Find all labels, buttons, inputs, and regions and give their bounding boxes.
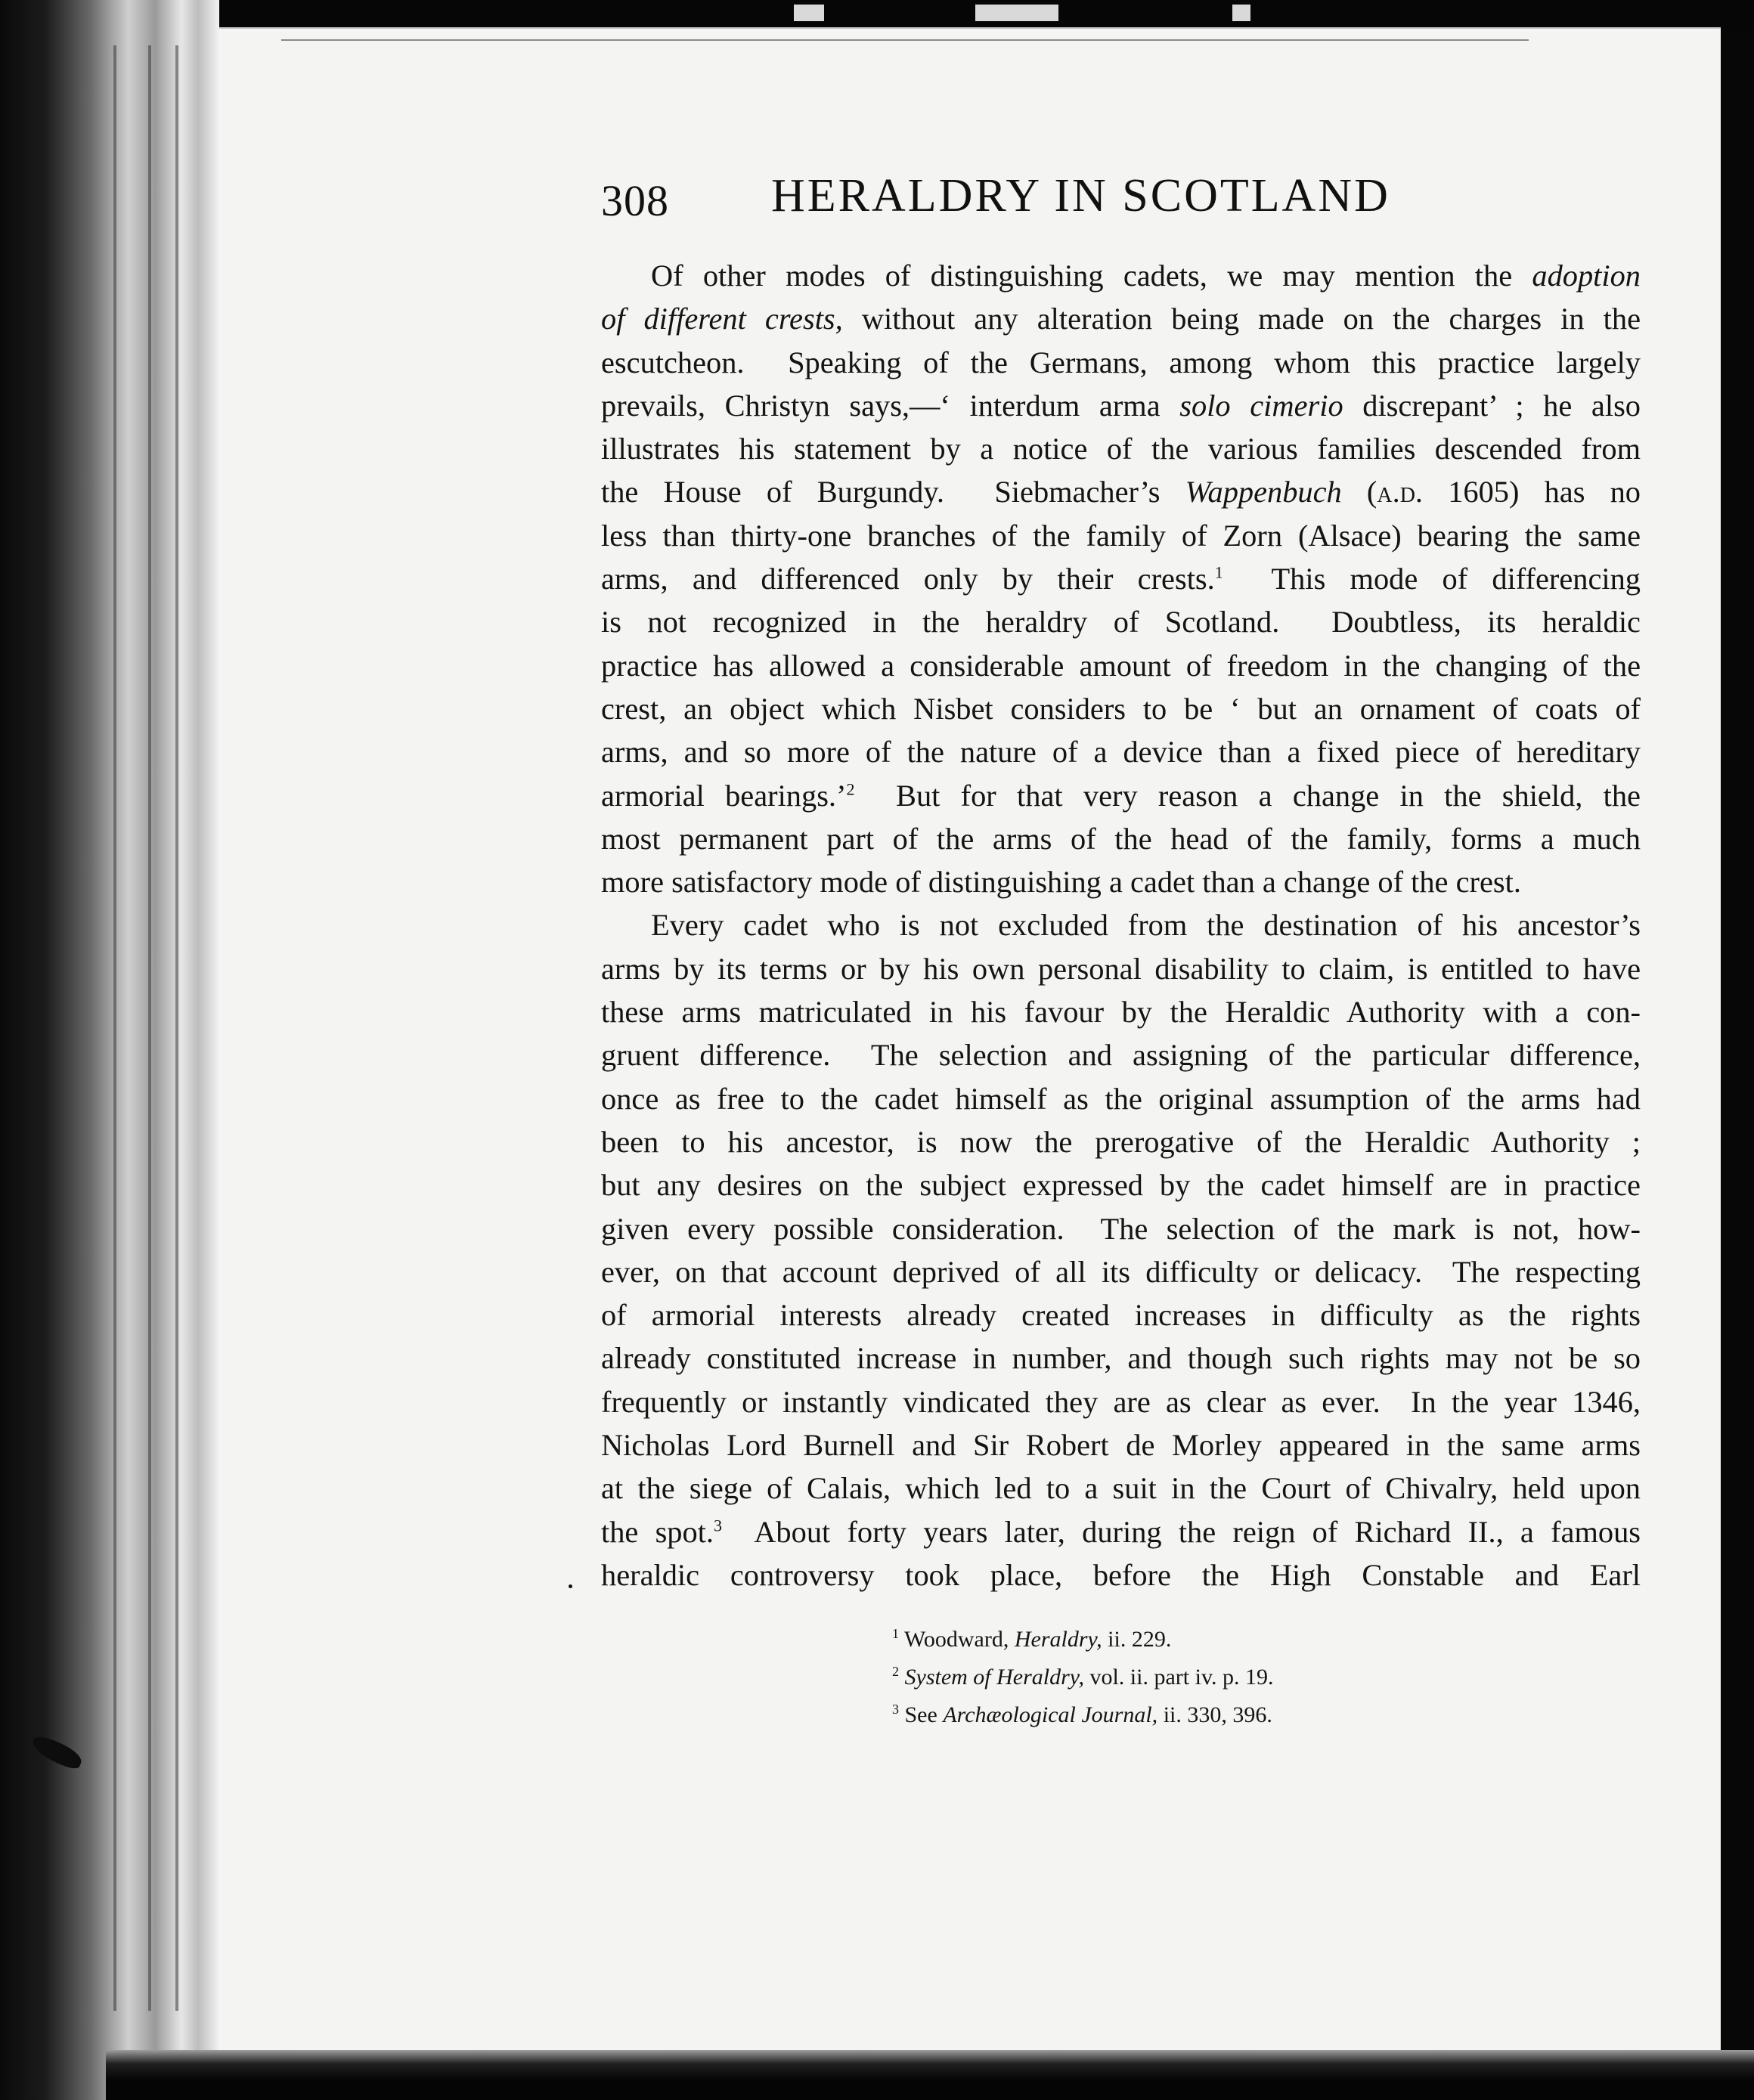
top-edge-mark xyxy=(794,5,824,21)
footnote-2: $^2$ System of Heraldry, vol. ii. part iv. p. 19. xyxy=(892,1664,1274,1690)
text-line: been to his ancestor, is now the prerogative of the Heraldic Authority ; xyxy=(601,1124,1641,1159)
text-line: Nicholas Lord Burnell and Sir Robert de Morley appeared in the same arms xyxy=(601,1428,1641,1463)
text-line: these arms matriculated in his favour by the Heraldic Authority with a con- xyxy=(601,995,1641,1030)
text-line: arms by its terms or by his own personal disability to claim, is entitled to have xyxy=(601,951,1641,986)
binding-streak xyxy=(148,45,151,2011)
text-line: illustrates his statement by a notice of the various families descended from xyxy=(601,432,1641,466)
text-line: given every possible consideration. The selection of the mark is not, how- xyxy=(601,1211,1641,1246)
text-line: prevails, Christyn says,—‘ interdum arma solo cimerio discrepant’ ; he also xyxy=(601,388,1641,423)
scan-top-border xyxy=(0,0,1754,30)
dust-speck xyxy=(569,1584,572,1588)
text-line: heraldic controversy took place, before the High Constable and Earl xyxy=(601,1557,1641,1592)
scan-bottom-border xyxy=(106,2050,1754,2100)
top-page-rule xyxy=(281,39,1529,41)
text-line: more satisfactory mode of distinguishing a cadet than a change of the crest. xyxy=(601,865,1521,900)
text-line: armorial bearings.’$^2$ But for that very reason a change in the shield, the xyxy=(601,778,1641,813)
text-line: once as free to the cadet himself as the original assumption of the arms had xyxy=(601,1081,1641,1116)
text-line: most permanent part of the arms of the head of the family, forms a much xyxy=(601,821,1641,856)
page-number: 308 xyxy=(601,176,669,225)
text-line: escutcheon. Speaking of the Germans, among whom this practice largely xyxy=(601,345,1641,379)
text-line: ever, on that account deprived of all its difficulty or delicacy. The respecting xyxy=(601,1254,1641,1289)
text-line: of different crests, without any alteration being made on the charges in the xyxy=(601,302,1641,336)
text-line: the spot.$^3$ About forty years later, during the reign of Richard II., a famous xyxy=(601,1514,1641,1549)
body-text xyxy=(601,254,1641,1597)
footnote-ref: 2 xyxy=(846,779,855,799)
text-line: is not recognized in the heraldry of Scotland. Doubtless, its heraldic xyxy=(601,605,1641,640)
footnote-ref: 3 xyxy=(714,1516,723,1535)
text-line: arms, and differenced only by their crests.$^1$ This mode of differencing xyxy=(601,562,1641,596)
text-line: gruent difference. The selection and assigning of the particular difference, xyxy=(601,1038,1641,1073)
running-head: HERALDRY IN SCOTLAND xyxy=(771,170,1390,221)
footnotes xyxy=(892,1621,1274,1734)
book-binding-edge xyxy=(0,0,219,2100)
text-line: arms, and so more of the nature of a device than a fixed piece of hereditary xyxy=(601,735,1641,770)
footnote-1: $^1$ Woodward, Heraldry, ii. 229. xyxy=(892,1626,1172,1652)
text-line: Of other modes of distinguishing cadets, we may mention the adoption xyxy=(651,259,1641,293)
text-line: practice has allowed a considerable amount of freedom in the changing of the xyxy=(601,648,1641,683)
text-line: Every cadet who is not excluded from the destination of his ancestor’s xyxy=(651,908,1641,943)
text-line: but any desires on the subject expressed by the cadet himself are in practice xyxy=(601,1168,1641,1203)
footnote-3: $^3$ See Archæological Journal, ii. 330, 396. xyxy=(892,1702,1272,1727)
text-line: already constituted increase in number, and though such rights may not be so xyxy=(601,1341,1641,1376)
text-line: frequently or instantly vindicated they are as clear as ever. In the year 1346, xyxy=(601,1384,1641,1419)
top-edge-mark xyxy=(1232,5,1250,21)
text-line: at the siege of Calais, which led to a suit in the Court of Chivalry, held upon xyxy=(601,1471,1641,1506)
binding-streak xyxy=(113,45,116,2011)
binding-streak xyxy=(175,45,178,2011)
footnote-ref: 1 xyxy=(1214,562,1223,582)
top-edge-mark xyxy=(975,5,1058,21)
text-line: less than thirty-one branches of the family of Zorn (Alsace) bearing the same xyxy=(601,518,1641,553)
text-line: of armorial interests already created increases in difficulty as the rights xyxy=(601,1298,1641,1333)
text-line: the House of Burgundy. Siebmacher’s Wappenbuch (a.d. 1605) has no xyxy=(601,475,1641,510)
text-line: crest, an object which Nisbet considers to be ‘ but an ornament of coats of xyxy=(601,691,1641,726)
